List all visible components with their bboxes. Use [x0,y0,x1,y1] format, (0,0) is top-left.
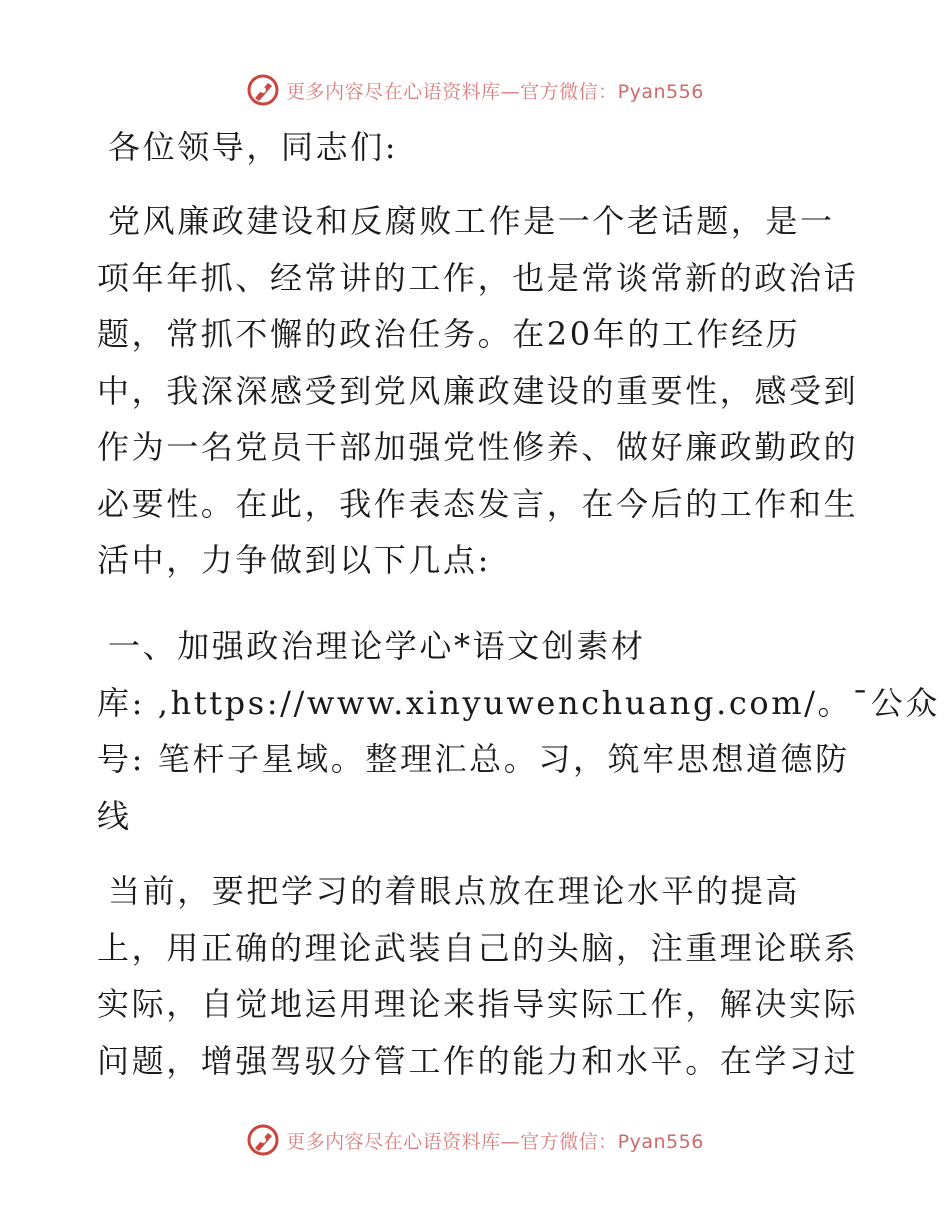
pen-logo-icon [246,73,280,107]
footer-watermark [0,1120,950,1160]
paragraph-1-line-5: 作为一名党员干部加强党性修养、做好廉政勤政的 [97,428,859,466]
watermark-text: 更多内容尽在心语资料库—官方微信：Pyan556 [286,80,704,103]
pen-logo-icon [246,1123,280,1157]
paragraph-1-line-7: 活中，力争做到以下几点: [97,541,491,579]
paragraph-2-line-4: 问题，增强驾驭分管工作的能力和水平。在学习过 [97,1042,859,1080]
paragraph-2-line-2: 上，用正确的理论武装自己的头脑，注重理论联系 [97,929,859,967]
section-heading-line-4: 线 [97,797,132,835]
watermark-text: 更多内容尽在心语资料库—官方微信：Pyan556 [286,1130,704,1153]
paragraph-1-line-4: 中，我深深感受到党风廉政建设的重要性，感受到 [97,372,859,410]
section-heading-line-3: 号: 笔杆子星域。整理汇总。习，筑牢思想道德防 [97,740,850,778]
header-watermark [0,70,950,110]
section-heading-line-2: 库: ,https://www.xinyuwenchuang.com/。¯公众 [97,684,940,722]
paragraph-1-line-2: 项年年抓、经常讲的工作，也是常谈常新的政治话 [97,259,859,297]
paragraph-2-line-3: 实际，自觉地运用理论来指导实际工作，解决实际 [97,985,859,1023]
section-heading-line-1: 一、加强政治理论学心*语文创素材 [108,627,646,665]
paragraph-2-line-1: 当前，要把学习的着眼点放在理论水平的提高 [108,872,801,910]
paragraph-1-line-1: 党风廉政建设和反腐败工作是一个老话题，是一 [108,202,835,240]
paragraph-1-line-6: 必要性。在此，我作表态发言，在今后的工作和生 [97,485,859,523]
paragraph-1-line-3: 题，常抓不懈的政治任务。在20年的工作经历 [97,315,801,353]
salutation: 各位领导，同志们: [108,128,399,166]
